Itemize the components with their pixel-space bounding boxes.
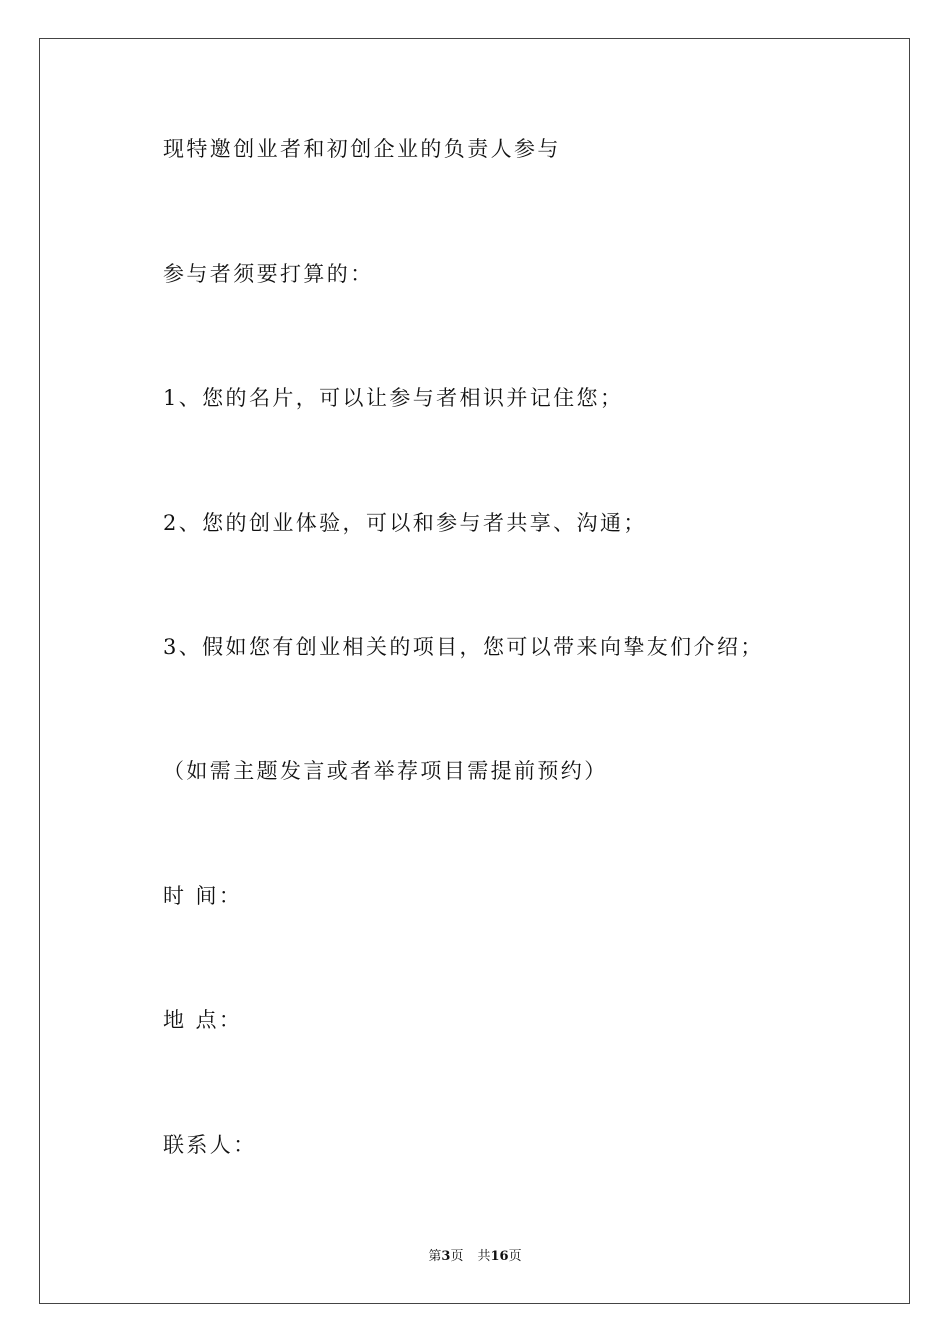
text-line-item-2: 2、您的创业体验，可以和参与者共享、沟通；	[163, 511, 647, 535]
text-line-invitation: 现特邀创业者和初创企业的负责人参与	[163, 137, 561, 161]
text-line-contact: 联系人：	[163, 1133, 257, 1157]
footer-page-prefix: 第	[428, 1249, 442, 1264]
text-line-preparation-heading: 参与者须要打算的：	[163, 262, 374, 286]
text-line-time: 时 间：	[163, 884, 243, 908]
text-line-item-3: 3、假如您有创业相关的项目，您可以带来向挚友们介绍；	[163, 635, 764, 659]
text-line-location: 地 点：	[163, 1008, 243, 1032]
text-line-item-1: 1、您的名片，可以让参与者相识并记住您；	[163, 386, 624, 410]
footer-page-suffix: 页	[450, 1249, 464, 1264]
text-line-note: （如需主题发言或者举荐项目需提前预约）	[163, 759, 608, 783]
footer-total-suffix: 页	[508, 1249, 522, 1264]
page-border	[39, 38, 910, 1304]
footer-total-pages: 16	[490, 1249, 509, 1264]
footer-total-prefix: 共	[477, 1249, 491, 1264]
page-footer	[0, 1250, 950, 1263]
footer-page-number: 3	[441, 1249, 451, 1264]
